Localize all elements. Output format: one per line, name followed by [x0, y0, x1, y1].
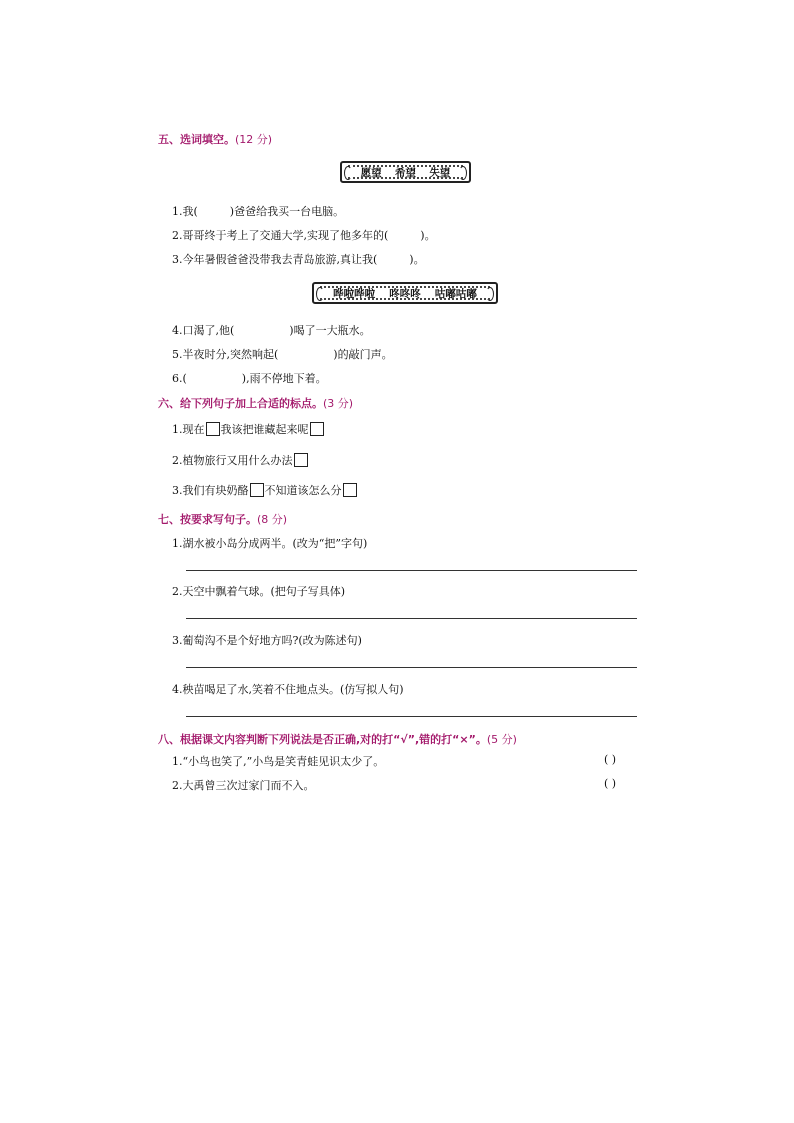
question-text: 6.( [172, 372, 187, 385]
question-text: )。 [420, 229, 436, 242]
section-8-heading: 八、根据课文内容判断下列说法是否正确,对的打“√”,错的打“×”。 [158, 733, 487, 746]
scroll-ornament-icon [459, 166, 467, 180]
s5-question-1 [172, 203, 344, 219]
section-7-heading: 七、按要求写句子。 [158, 513, 257, 526]
s7-question-1: 1.湖水被小岛分成两半。(改为“把”字句) [172, 537, 368, 550]
word-option: 失望 [429, 166, 451, 179]
s7-question-4: 4.秧苗喝足了水,笑着不住地点头。(仿写拟人句) [172, 683, 404, 696]
s8-question-2: 2.大禹曾三次过家门而不入。 [172, 779, 315, 792]
question-text: )爸爸给我买一台电脑。 [229, 205, 345, 218]
answer-line[interactable] [186, 618, 637, 619]
word-option: 希望 [394, 166, 416, 179]
word-option: 愿望 [360, 166, 382, 179]
section-5-title [158, 131, 272, 147]
question-text: 2.植物旅行又用什么办法 [172, 454, 293, 467]
s7-question-3: 3.葡萄沟不是个好地方吗?(改为陈述句) [172, 634, 362, 647]
judge-answer-paren[interactable]: ( ) [604, 753, 617, 766]
question-text: 5.半夜时分,突然响起( [172, 348, 279, 361]
section-5-heading: 五、选词填空。 [158, 133, 235, 146]
answer-line[interactable] [186, 716, 637, 717]
s5-question-5 [172, 346, 393, 362]
question-text: 2.哥哥终于考上了交通大学,实现了他多年的( [172, 229, 389, 242]
s7-question-2: 2.天空中飘着气球。(把句子写具体) [172, 585, 346, 598]
word-bank-2 [312, 282, 498, 304]
s5-question-6 [172, 370, 327, 386]
section-8-score: (5 分) [486, 733, 517, 746]
section-8-title [158, 731, 517, 747]
section-6-title [158, 395, 353, 411]
punctuation-box[interactable] [310, 422, 324, 436]
section-7-title [158, 511, 287, 527]
question-text: 3.今年暑假爸爸没带我去青岛旅游,真让我( [172, 253, 378, 266]
judge-answer-paren[interactable]: ( ) [604, 777, 617, 790]
question-text: 1.现在 [172, 423, 205, 436]
punctuation-box[interactable] [206, 422, 220, 436]
section-5-score: (12 分) [235, 133, 273, 146]
s6-question-1 [172, 421, 325, 437]
s6-question-3 [172, 482, 358, 498]
section-7-score: (8 分) [257, 513, 288, 526]
word-option: 哗啦哗啦 [333, 287, 376, 300]
question-text: )喝了一大瓶水。 [289, 324, 371, 337]
scroll-ornament-icon [316, 287, 324, 301]
answer-line[interactable] [186, 667, 637, 668]
question-text: 3.我们有块奶酪 [172, 484, 249, 497]
section-6-score: (3 分) [323, 397, 354, 410]
s5-question-4 [172, 322, 371, 338]
word-option: 咚咚咚 [389, 287, 421, 300]
question-text: )。 [409, 253, 425, 266]
question-text: )的敲门声。 [333, 348, 393, 361]
s8-question-1: 1.“小鸟也笑了,”小鸟是笑青蛙见识太少了。 [172, 755, 385, 768]
answer-line[interactable] [186, 570, 637, 571]
question-text: ),雨不停地下着。 [241, 372, 327, 385]
section-6-heading: 六、给下列句子加上合适的标点。 [158, 397, 323, 410]
word-option: 咕嘟咕嘟 [434, 287, 477, 300]
scroll-ornament-icon [486, 287, 494, 301]
punctuation-box[interactable] [343, 483, 357, 497]
question-text: 4.口渴了,他( [172, 324, 235, 337]
punctuation-box[interactable] [294, 453, 308, 467]
scroll-ornament-icon [344, 166, 352, 180]
s5-question-2 [172, 227, 436, 243]
question-text: 1.我( [172, 205, 198, 218]
question-text: 不知道该怎么分 [264, 484, 342, 497]
word-bank-1 [340, 161, 471, 183]
s6-question-2 [172, 452, 309, 468]
question-text: 我该把谁藏起来呢 [220, 423, 309, 436]
punctuation-box[interactable] [250, 483, 264, 497]
s5-question-3 [172, 251, 425, 267]
